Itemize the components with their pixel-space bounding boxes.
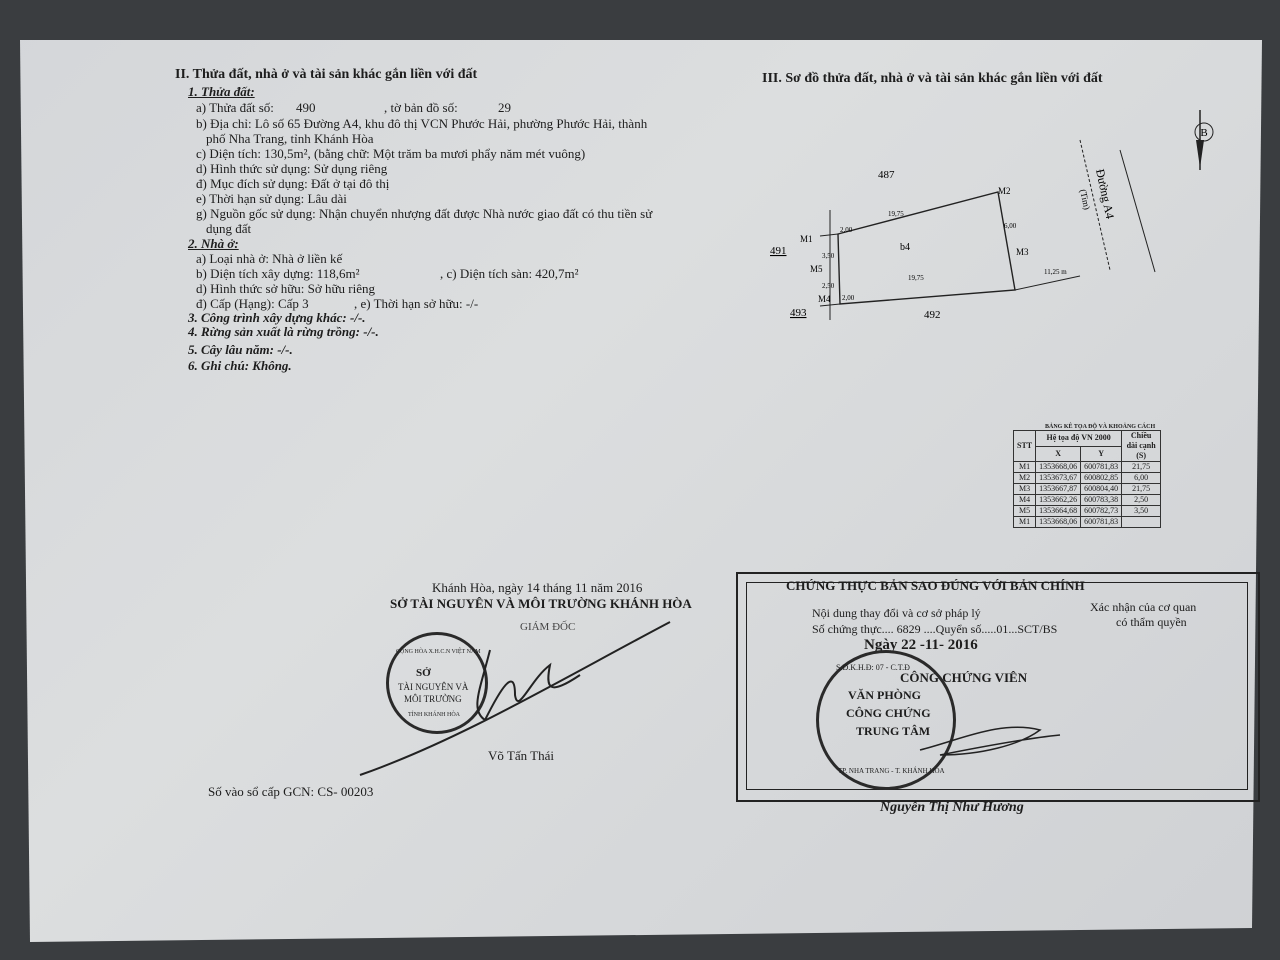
parcel-493: 493 [790, 307, 807, 319]
parcel-number: 490 [296, 100, 316, 115]
cell-length: 21,75 [1122, 462, 1161, 473]
road-sub-label: (Tim) [1078, 188, 1093, 211]
cell-x: 1353668,06 [1036, 462, 1081, 473]
coord-header-x: X [1036, 446, 1081, 462]
map-label: , tờ bản đồ số: [384, 100, 458, 115]
coord-table-title: BẢNG KÊ TỌA ĐỘ VÀ KHOẢNG CÁCH [1045, 424, 1156, 430]
notary-title: CÔNG CHỨNG VIÊN [900, 670, 1028, 685]
cell-length: 21,75 [1122, 484, 1161, 495]
change-note: Nội dung thay đổi và cơ sở pháp lý [812, 606, 981, 620]
house-title: 2. Nhà ở: [188, 236, 239, 251]
director-signature [340, 620, 740, 790]
road-label: Đường A4 [1093, 167, 1118, 221]
cell-y: 600781,83 [1081, 462, 1122, 473]
dim-bottom: 19,75 [908, 274, 924, 282]
cell-x: 1353662,26 [1036, 495, 1081, 506]
notary-office-2: CÔNG CHỨNG [846, 706, 931, 720]
cell-stt: M4 [1014, 495, 1036, 506]
dim-m1: 2,00 [840, 226, 853, 234]
table-row [1014, 506, 1161, 517]
parcel-491: 491 [770, 245, 787, 257]
cell-length: 6,00 [1122, 473, 1161, 484]
notary-office-3: TRUNG TÂM [856, 724, 931, 738]
parcel-diagram [760, 110, 1220, 330]
coord-header-system: Hệ tọa độ VN 2000 [1036, 431, 1122, 447]
point-m3: M3 [1016, 247, 1029, 257]
coord-header-y: Y [1081, 446, 1122, 462]
forest: 4. Rừng sản xuất là rừng trồng: -/-. [188, 324, 379, 339]
north-label: B [1200, 127, 1208, 139]
seal-ring-bottom: TỈNH KHÁNH HÒA [408, 712, 460, 718]
table-row [1014, 462, 1161, 473]
note: 6. Ghi chú: Không. [188, 358, 292, 373]
dim-right: 6,00 [1004, 222, 1017, 230]
table-row [1014, 495, 1161, 506]
dim-m4: 2,00 [842, 294, 855, 302]
cell-y: 600804,40 [1081, 484, 1122, 495]
cell-stt: M3 [1014, 484, 1036, 495]
parcel-outline [838, 192, 1015, 304]
director-title: GIÁM ĐỐC [520, 621, 576, 633]
director-name: Võ Tấn Thái [488, 748, 554, 763]
notary-seal-ring: S.Đ.K.H.Đ: 07 - C.T.Đ [836, 663, 910, 672]
house-grade: đ) Cấp (Hạng): Cấp 3 [196, 296, 309, 311]
address-line-1: b) Địa chỉ: Lô số 65 Đường A4, khu đô thị VCN Phước Hải, phường Phước Hải, thành [196, 116, 648, 131]
section2-heading: II. Thửa đất, nhà ở và tài sản khác gắn liền với đất [175, 67, 478, 82]
table-row [1014, 517, 1161, 528]
parcel-487: 487 [878, 169, 895, 181]
cell-stt: M1 [1014, 462, 1036, 473]
cell-stt: M5 [1014, 506, 1036, 517]
use-term: e) Thời hạn sử dụng: Lâu dài [196, 191, 347, 206]
origin-line-1: g) Nguồn gốc sử dụng: Nhận chuyển nhượng đất được Nhà nước giao đất có thu tiền sử [196, 206, 653, 221]
registry-number: Số vào sổ cấp GCN: CS- 00203 [208, 784, 374, 799]
seal-center-2: TÀI NGUYÊN VÀ [398, 682, 469, 692]
notary-seal-bottom: TP. NHA TRANG - T. KHÁNH HÒA [838, 767, 945, 775]
land-title: 1. Thửa đất: [188, 84, 255, 99]
department-name: SỞ TÀI NGUYÊN VÀ MÔI TRƯỜNG KHÁNH HÒA [390, 596, 692, 611]
table-row [1014, 484, 1161, 495]
house-label: b4 [900, 242, 910, 253]
parcel-label: a) Thửa đất số: [196, 100, 274, 115]
cell-y: 600802,85 [1081, 473, 1122, 484]
dim-m1-m5: 3,50 [822, 252, 835, 260]
table-row [1014, 473, 1161, 484]
point-m1: M1 [800, 234, 813, 244]
certificate-number: Số chứng thực.... 6829 ....Quyển số.....01...SCT/BS [812, 622, 1058, 636]
own-term: , e) Thời hạn sở hữu: -/- [354, 296, 479, 311]
cell-y: 600783,38 [1081, 495, 1122, 506]
cell-stt: M1 [1014, 517, 1036, 528]
use-form: d) Hình thức sử dụng: Sử dụng riêng [196, 161, 388, 176]
coord-header-stt: STT [1014, 431, 1036, 462]
seal-ring-top: CỘNG HÒA X.H.C.N VIỆT NAM [396, 649, 481, 655]
map-number: 29 [498, 100, 511, 115]
cell-x: 1353673,67 [1036, 473, 1081, 484]
dim-m5-m4: 2,50 [822, 282, 835, 290]
cell-length: 3,50 [1122, 506, 1161, 517]
origin-line-2: dụng đất [206, 221, 252, 236]
authority-label-2: có thẩm quyền [1116, 615, 1187, 629]
cell-x: 1353664,68 [1036, 506, 1081, 517]
cell-stt: M2 [1014, 473, 1036, 484]
ownership: d) Hình thức sở hữu: Sở hữu riêng [196, 281, 375, 296]
dim-road: 11,25 m [1044, 268, 1067, 276]
parcel-492: 492 [924, 309, 941, 321]
dim-top: 19,75 [888, 210, 904, 218]
land-area: c) Diện tích: 130,5m², (bằng chữ: Một trăm ba mươi phẩy năm mét vuông) [196, 146, 586, 161]
cell-length: 2,50 [1122, 495, 1161, 506]
cell-y: 600782,73 [1081, 506, 1122, 517]
cell-x: 1353668,06 [1036, 517, 1081, 528]
cell-length [1122, 517, 1161, 528]
certification-heading: CHỨNG THỰC BẢN SAO ĐÚNG VỚI BẢN CHÍNH [786, 578, 1085, 593]
perennial: 5. Cây lâu năm: -/-. [188, 342, 293, 357]
certification-date: Ngày 22 -11- 2016 [864, 637, 978, 653]
seal-center-1: SỞ [416, 667, 431, 679]
floor-area: , c) Diện tích sàn: 420,7m² [440, 266, 579, 281]
place-date: Khánh Hòa, ngày 14 tháng 11 năm 2016 [432, 580, 643, 595]
address-line-2: phố Nha Trang, tỉnh Khánh Hòa [206, 131, 374, 146]
coord-table [1013, 430, 1161, 528]
point-m4: M4 [818, 294, 831, 304]
north-arrow-icon [1195, 110, 1213, 170]
point-m5: M5 [810, 264, 823, 274]
house-type: a) Loại nhà ở: Nhà ở liền kế [196, 251, 343, 266]
notary-signature [900, 710, 1080, 770]
point-m2: M2 [998, 186, 1011, 196]
authority-label-1: Xác nhận của cơ quan [1090, 600, 1197, 614]
use-purpose: đ) Mục đích sử dụng: Đất ở tại đô thị [196, 176, 390, 191]
notary-signer-name: Nguyễn Thị Như Hương [880, 800, 1024, 815]
cell-y: 600781,83 [1081, 517, 1122, 528]
seal-center-3: MÔI TRƯỜNG [404, 694, 462, 704]
cell-x: 1353667,87 [1036, 484, 1081, 495]
notary-office-1: VĂN PHÒNG [848, 688, 921, 702]
section3-heading: III. Sơ đồ thửa đất, nhà ở và tài sản khác gắn liền với đất [762, 71, 1103, 86]
built-area: b) Diện tích xây dựng: 118,6m² [196, 266, 360, 281]
coord-header-length: Chiều dài cạnh (S) [1122, 431, 1161, 462]
other-works: 3. Công trình xây dựng khác: -/-. [188, 310, 366, 325]
